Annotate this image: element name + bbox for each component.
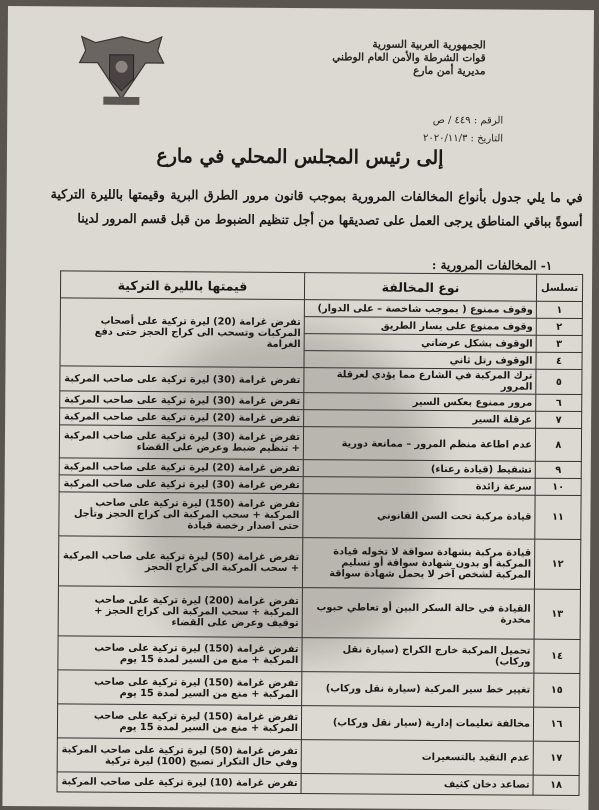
fine-value: تفرض غرامة (30) ليرة تركية على صاحب المركبة	[60, 391, 304, 410]
fine-value: تفرض غرامة (20) ليرة تركية على صاحب المركبة	[59, 458, 303, 477]
row-number: ١٧	[533, 741, 579, 775]
violation-type: القيادة في حالة السكر البين أو تعاطي حبوب مخدرة	[302, 588, 534, 640]
row-number: ٧	[536, 411, 582, 428]
row-number: ١٣	[534, 589, 580, 639]
section-label: ١- المخالفات المرورية :	[431, 257, 553, 273]
column-header: نوع المخالفة	[304, 273, 536, 302]
violation-type: ترك المركبة في الشارع مما يؤدي لعرقلة المرور	[304, 368, 536, 395]
table-row	[57, 772, 579, 796]
violation-type: وقوف ممنوع على يسار الطريق	[304, 317, 536, 336]
violation-type: تصاعد دخان كثيف	[301, 774, 533, 796]
violation-type: عدم التقيد بالتسعيرات	[301, 740, 533, 776]
fine-value: تفرض غرامة (50) ليرة تركية على صاحب المركبة وفي حال التكرار تصبح (100) ليرة تركية	[57, 738, 301, 774]
header-line: الجمهورية العربية السورية	[372, 38, 486, 52]
row-number: ٤	[536, 352, 582, 369]
intro-paragraph: في ما يلي جدول بأنواع المخالفات المرورية بموجب قانون مرور الطرق البرية وقيمتها بالليرة التركية أسوةً بباقي المناطق يرجى العمل على تصديقها من أجل تنظيم الضبوط من قبل قسم المرور لدينا	[50, 186, 583, 230]
fine-value: تفرض غرامة (30) ليرة تركية على صاحب المركبة	[59, 475, 303, 494]
row-number: ٩	[535, 461, 581, 478]
violation-type: قيادة مركبة تحت السن القانوني	[303, 494, 535, 540]
fine-value: تفرض غرامة (200) ليرة تركية على صاحب المركبة + سحب المركبة الى كراج الحجز + توقيف وعرض على القضاء	[58, 586, 302, 638]
table-row	[59, 425, 581, 462]
police-emblem-icon	[75, 28, 168, 111]
violation-type: مخالفة تعليمات إدارية (سيار نقل وركاب)	[301, 706, 533, 742]
fine-value: تفرض غرامة (150) ليرة تركية على صاحب المركبة + منع من السير لمدة 15 يوم	[57, 704, 301, 740]
column-header: قيمتها بالليرة التركية	[60, 271, 304, 300]
table-row	[58, 536, 580, 590]
table-row	[60, 366, 582, 395]
violation-type: الوقوف بشكل عرضاني	[304, 334, 536, 353]
table-header-row	[60, 271, 582, 302]
table-row	[57, 704, 579, 742]
row-number: ١	[536, 301, 582, 318]
fine-value: تفرض غرامة (30) ليرة تركية على صاحب المركبة	[60, 366, 304, 393]
row-number: ٥	[536, 369, 582, 394]
column-header: تسلسل	[536, 274, 582, 301]
violation-type: عدم اطاعة منظم المرور – ممانعة دورية	[303, 427, 535, 462]
fine-value: تفرض غرامة (50) ليرة تركية على صاحب المركبة + سحب المركبة الى كراج الحجز	[58, 536, 302, 588]
row-number: ٣	[536, 335, 582, 352]
violation-type: قيادة مركبة بشهادة سواقة لا تخوله قيادة المركبة أو بدون شهادة سواقة أو تسليم المركبة لشخص آخر لا يحمل شهادة سواقة	[302, 538, 534, 590]
row-number: ١٨	[533, 775, 579, 795]
table-row	[57, 738, 579, 776]
fine-value: تفرض غرامة (30) ليرة تركية على صاحب المركبة + تنظيم ضبط وعرض على القضاء	[59, 425, 303, 460]
violation-type: سرعة زائدة	[303, 477, 535, 496]
table-row	[58, 636, 580, 674]
row-number: ٨	[535, 428, 581, 461]
page-title: إلى رئيس المجلس المحلي في مارع	[156, 145, 444, 170]
fine-value: تفرض غرامة (150) ليرة تركية على صاحب المركبة + سحب المركبة الى كراج الحجز وتأجل حتى اصدار رخصة قيادة	[59, 492, 303, 538]
violation-type: وقوف ممنوع ( بموجب شاخصة – على الدوار)	[304, 300, 536, 319]
document-date: التاريخ : ٢٠٢٠/١١/٣	[423, 132, 504, 145]
reference-number: الرقم : ٤٤٩ / ص	[432, 114, 504, 127]
fine-value: تفرض غرامة (20) ليرة تركية على أصحاب المركبات وتسحب الى كراج الحجز حتى دفع الغرامة	[60, 298, 304, 368]
violations-table	[57, 270, 584, 796]
fine-value: تفرض غرامة (20) ليرة تركية على صاحب المركبة	[60, 408, 304, 427]
row-number: ٦	[536, 394, 582, 411]
header-line: مديرية أمن مارع	[413, 64, 486, 78]
row-number: ١١	[535, 495, 581, 539]
table-row	[58, 586, 580, 640]
row-number: ١٠	[535, 478, 581, 495]
table-row	[60, 298, 582, 319]
row-number: ١٤	[534, 639, 580, 673]
violation-type: الوقوف رتل ثاني	[304, 351, 536, 370]
violation-type: تشفيط (قيادة رعناء)	[303, 460, 535, 479]
fine-value: تفرض غرامة (10) ليرة تركية على صاحب المركبة	[57, 772, 301, 794]
table-row	[58, 670, 580, 708]
violation-type: تغيير خط سير المركبة (سيارة نقل وركاب)	[302, 672, 534, 708]
document-page	[2, 6, 594, 810]
fine-value: تفرض غرامة (150) ليرة تركية على صاحب المركبة + منع من السير لمدة 15 يوم	[58, 670, 302, 706]
fine-value: تفرض غرامة (150) ليرة تركية على صاحب المركبة + منع من السير لمدة 15 يوم	[58, 636, 302, 672]
row-number: ٢	[536, 318, 582, 335]
row-number: ١٦	[533, 707, 579, 741]
row-number: ١٥	[534, 673, 580, 707]
row-number: ١٢	[534, 539, 580, 589]
header-line: قوات الشرطة والأمن العام الوطني	[332, 51, 486, 65]
violation-type: عرقلة السير	[304, 410, 536, 429]
violation-type: مرور ممنوع بعكس السير	[304, 393, 536, 412]
header-lines	[332, 38, 486, 78]
table-row	[59, 492, 581, 540]
violation-type: تحميل المركبة خارج الكراج (سيارة نقل وركاب)	[302, 638, 534, 674]
